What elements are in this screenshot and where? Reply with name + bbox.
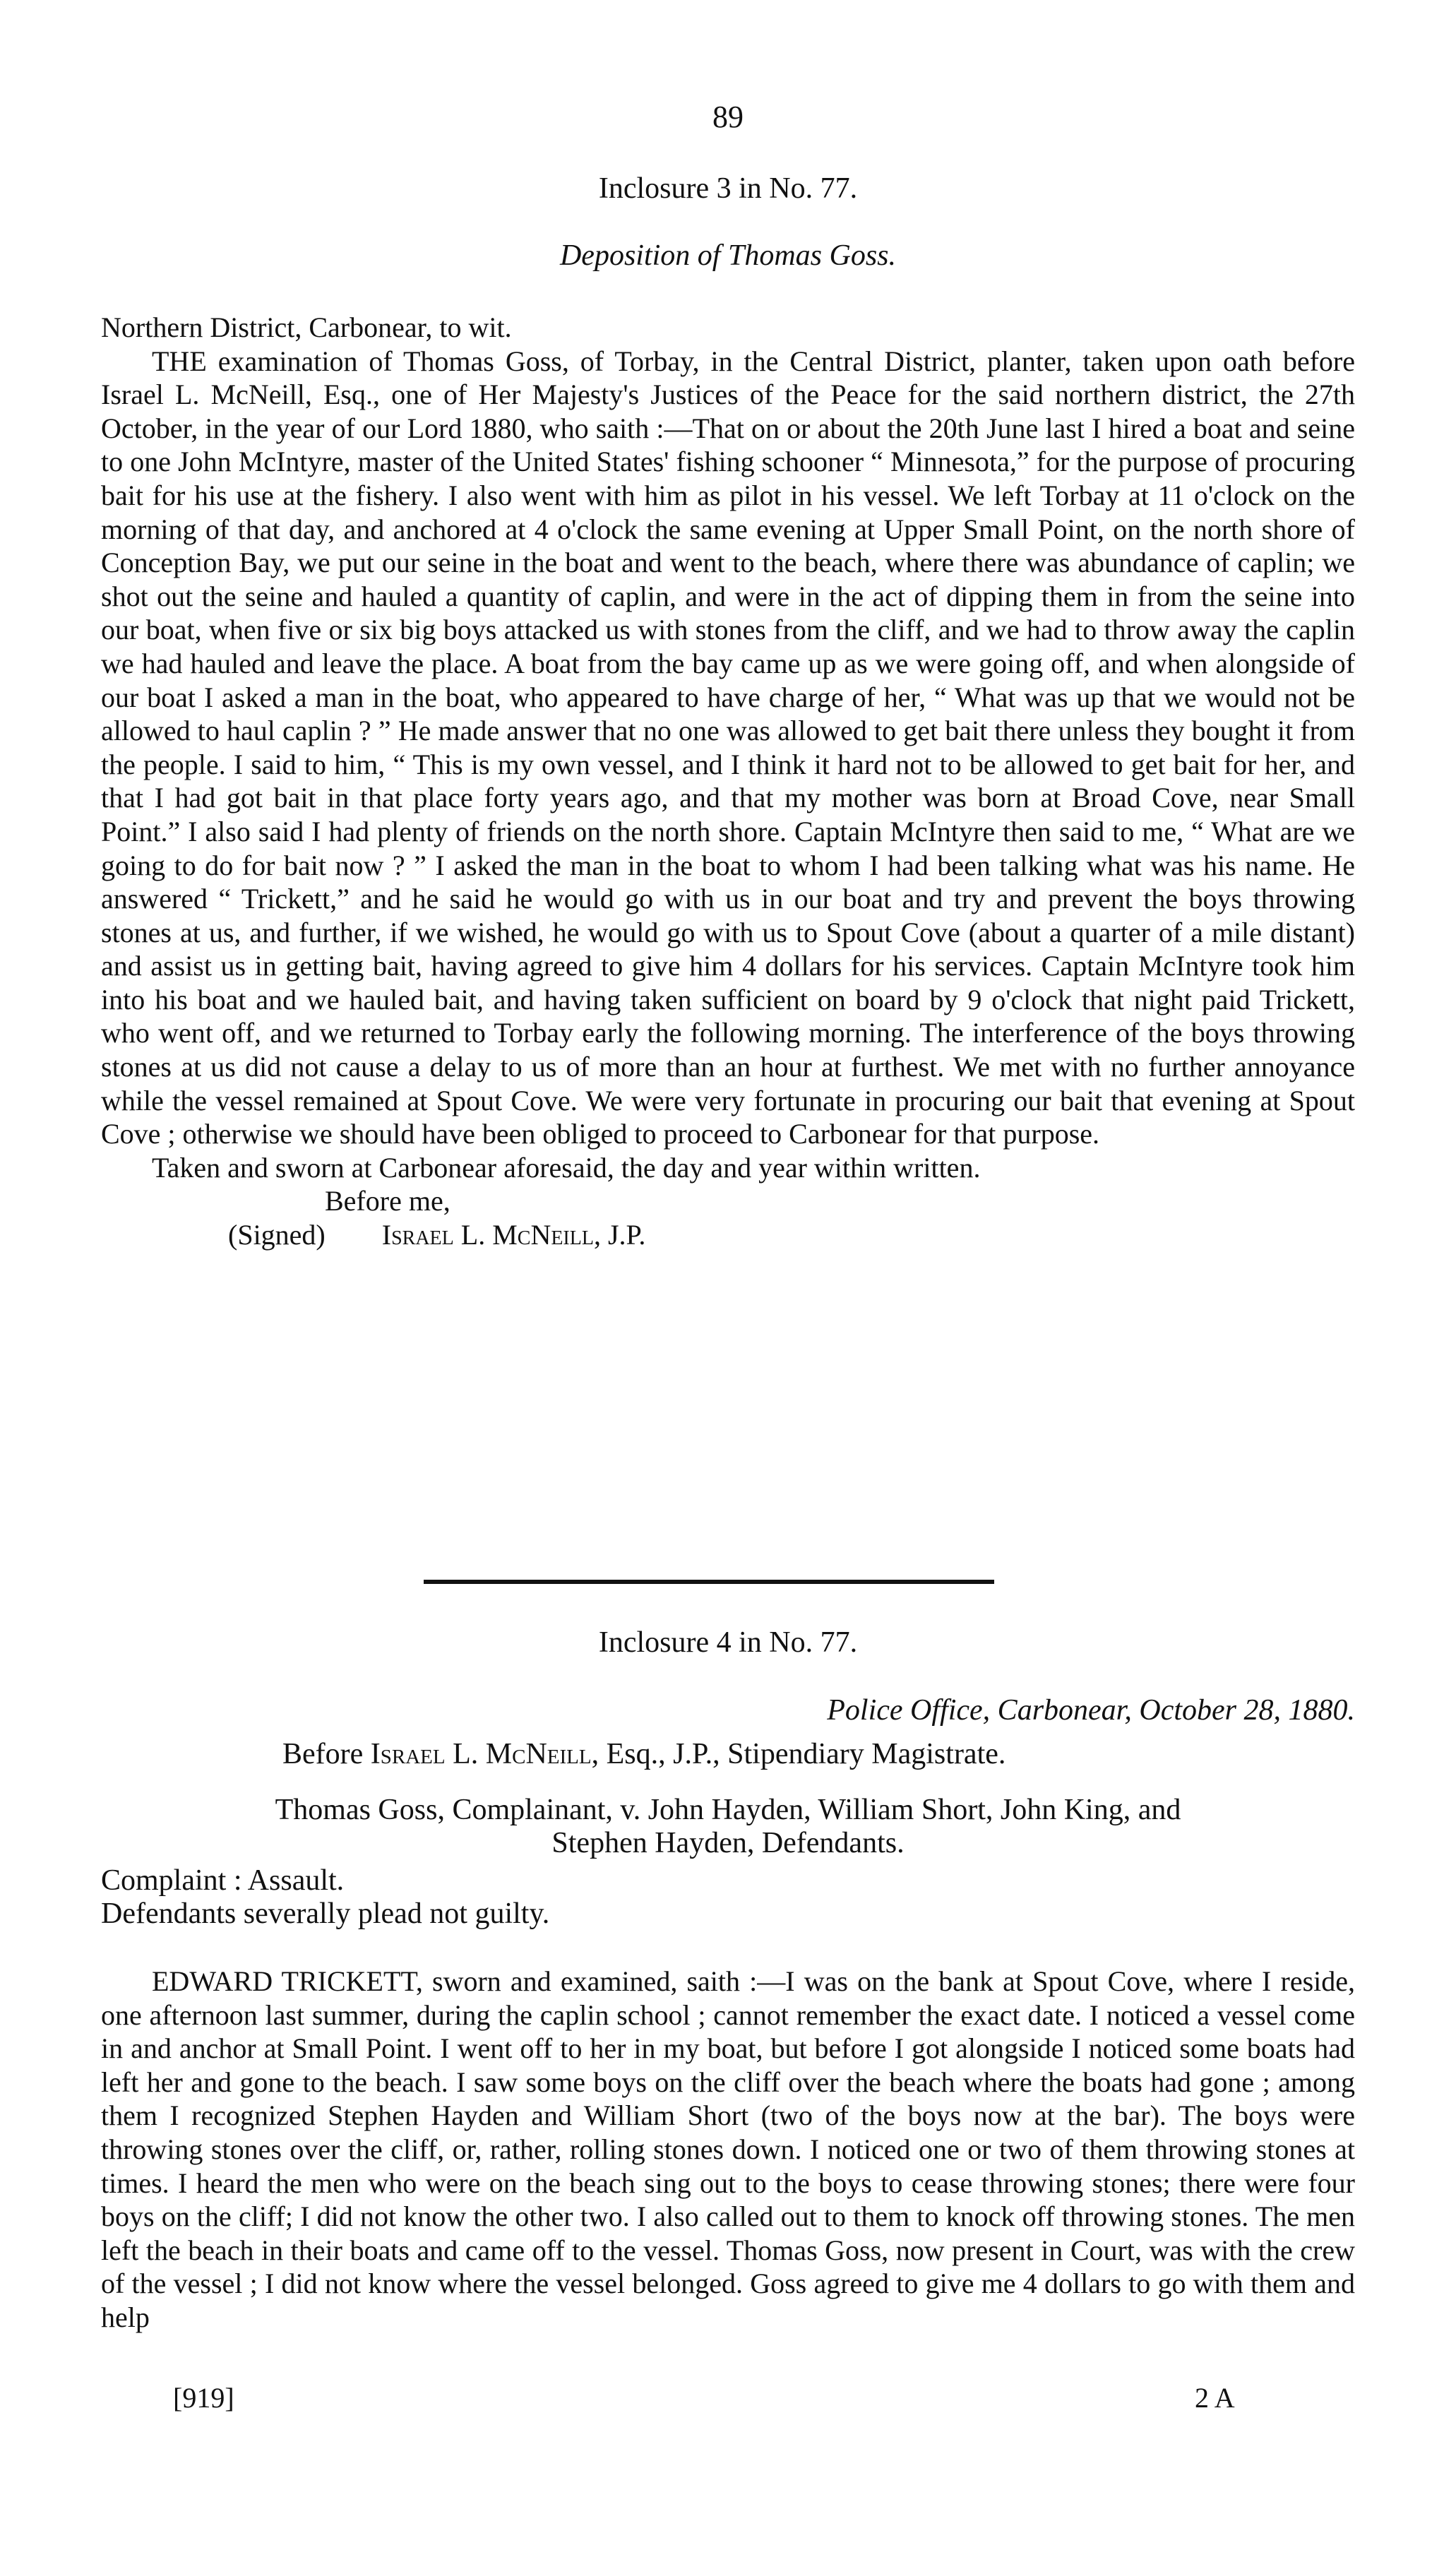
inclosure-3-heading: Inclosure 3 in No. 77.: [598, 172, 858, 205]
deposition-body: THE examination of Thomas Goss, of Torbay, in the Central District, planter, taken upon oath before Israel L. McNeill, Esq., one of Her Majesty's Justices of the Peace for the said northern district, the 27th October, in the year of our Lord 1880, who saith :—That on or about the 20th June last I hired a boat and seine to one John McIntyre, master of the United States' fishing schooner “ Minnesota,” for the purpose of procuring bait for his use at the fishery. I also went with him as pilot in his vessel. We left Torbay at 11 o'clock on the morning of that day, and anchored at 4 o'clock the same evening at Upper Small Point, on the north shore of Conception Bay, we put our seine in the boat and went to the beach, where there was abundance of caplin; we shot out the seine and hauled a quantity of caplin, and were in the act of dipping them in from the seine into our boat, when five or six big boys attacked us with stones from the cliff, and we had to throw away the caplin we had hauled and leave the place. A boat from the bay came up as we were going off, and when alongside of our boat I asked a man in the boat, who appeared to have charge of her, “ What was up that we would not be allowed to haul caplin ? ” He made answer that no one was allowed to get bait there unless they bought it from the people. I said to him, “ This is my own vessel, and I think it hard not to be allowed to get bait for her, and that I had got bait in that place forty years ago, and that my mother was born at Broad Cove, near Small Point.” I also said I had plenty of friends on the north shore. Captain McIntyre then said to me, “ What are we going to do for bait now ? ” I asked the man in the boat to whom I had been talking what was his name. He answered “ Trickett,” and he said he would go with us in our boat and try and prevent the boys throwing stones at us, and further, if we wished, he would go with us to Spout Cove (about a quarter of a mile distant) and assist us in getting bait, having agreed to give him 4 dollars for his services. Captain McIntyre took him into his boat and we hauled bait, and having taken sufficient on board by 9 o'clock that night paid Trickett, who went off, and we returned to Torbay early the following morning. The interference of the boys throwing stones at us did not cause a delay to us of more than an hour at furthest. We met with no further annoyance while the vessel remained at Spout Cove. We were very fortunate in procuring our bait that evening at Spout Cove ; otherwise we should have been obliged to proceed to Carbonear for that purpose.: [101, 345, 1355, 1150]
complaint-line: Complaint : Assault.: [101, 1864, 345, 1897]
sworn-line: Taken and sworn at Carbonear aforesaid, the day and year within written.: [152, 1151, 981, 1184]
inclosure-3-subheading: Deposition of Thomas Goss.: [559, 239, 897, 272]
dateline: Police Office, Carbonear, October 28, 1880.: [827, 1694, 1355, 1727]
venue-line: Northern District, Carbonear, to wit.: [101, 311, 512, 343]
signed-label: (Signed): [228, 1219, 326, 1251]
witness-name: EDWARD TRICKETT,: [152, 1965, 423, 1997]
footer-signature-mark: [919]: [173, 2382, 234, 2414]
footer-sheet-mark: 2 A: [1195, 2382, 1235, 2414]
signed-line: [101, 1218, 1355, 1252]
magistrate-title: Esq., J.P., Stipendiary Magistrate.: [606, 1738, 1006, 1770]
plea-line: Defendants severally plead not guilty.: [101, 1897, 550, 1930]
parties-line-2: Stephen Hayden, Defendants.: [551, 1827, 905, 1859]
parties-line-1: Thomas Goss, Complainant, v. John Hayden, William Short, John King, and: [275, 1794, 1181, 1826]
testimony-text: [101, 1965, 1355, 2335]
inclosure-4-heading: Inclosure 4 in No. 77.: [598, 1626, 858, 1659]
page-number: 89: [712, 100, 744, 134]
magistrate-name: Israel L. McNeill,: [370, 1738, 599, 1770]
deposition-text: [101, 311, 1355, 1252]
signatory-name: Israel L. McNeill, J.P.: [381, 1219, 646, 1251]
complaint-block: [101, 1864, 1355, 1931]
testimony-body: sworn and examined, saith :—I was on the bank at Spout Cove, where I reside, one afternoon last summer, during the caplin school ; cannot remember the exact date. I noticed a vessel come in and anchor at Small Point. I went off to her in my boat, but before I got alongside I noticed some boats had left her and gone to the beach. I saw some boys on the cliff over the beach where the boats had gone ; among them I recognized Stephen Hayden and William Short (two of the boys now at the bar). The boys were throwing stones over the cliff, or, rather, rolling stones down. I noticed one or two of them throwing stones at times. I heard the men who were on the beach sing out to the boys to cease throwing stones; there were four boys on the cliff; I did not know the other two. I also called out to them to knock off throwing stones. The men left the beach in their boats and came off to the vessel. Thomas Goss, now present in Court, was with the crew of the vessel ; I did not know where the vessel belonged. Goss agreed to give me 4 dollars to go with them and help: [101, 1965, 1356, 2333]
section-divider: [424, 1580, 994, 1584]
before-prefix: Before: [282, 1738, 364, 1770]
before-me-line: Before me,: [325, 1185, 450, 1217]
parties: [101, 1794, 1355, 1860]
before-magistrate-line: [101, 1737, 1355, 1771]
